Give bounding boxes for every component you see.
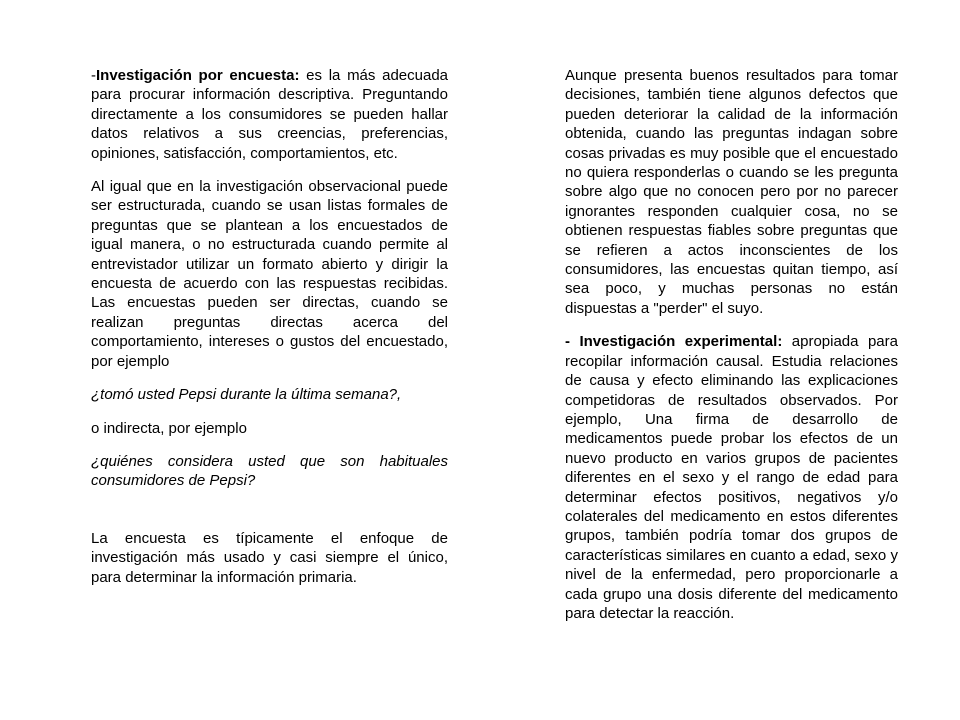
survey-research-body: es la más adecuada para procurar información descriptiva. Preguntando directamente a los consumidores se pueden hallar datos relativos a sus creencias, preferencias, opiniones, satisfacción, comportamientos, etc. [91,67,448,162]
indirect-question-example: ¿quiénes considera usted que son habituales consumidores de Pepsi? [91,452,448,490]
experimental-research-body: apropiada para recopilar información causal. Estudia relaciones de causa y efecto eliminando las explicaciones competidoras de resultados observados. Por ejemplo, Una firma de desarrollo de medicamentos puede probar los efectos de un nuevo producto en varios grupos de pacientes diferentes en el sexo y el rango de edad para determinar efectos positivos, negativos y/o colaterales del medicamento en estos diferentes grupos, también podría tomar dos grupos de características similares en cuanto a edad, sexo y nivel de la enfermedad, pero proporcionarle a cada grupo una dosis diferente del medicamento para detectar la reacción. [565,333,898,622]
structure-paragraph: Al igual que en la investigación observacional puede ser estructurada, cuando se usan listas formales de preguntas que se plantean a los encuestados de igual manera, o no estructurada cuando permite al entrevistador utilizar un formato abierto y dirigir la encuesta de acuerdo con las respuestas recibidas. Las encuestas pueden ser directas, cuando se realizan preguntas directas acerca del comportamiento, intereses o gustos del encuestado, por ejemplo [91,178,448,370]
survey-research-paragraph [91,66,448,163]
right-column [565,66,898,623]
survey-conclusion-paragraph: La encuesta es típicamente el enfoque de investigación más usado y casi siempre el único, para determinar la información primaria. [91,529,448,586]
experimental-research-heading: - Investigación experimental: [565,333,783,351]
survey-research-heading: Investigación por encuesta: [96,67,300,84]
survey-prefix: - [91,67,96,84]
indirect-intro: o indirecta, por ejemplo [91,419,247,437]
experimental-research-paragraph [565,332,898,623]
survey-drawbacks-paragraph: Aunque presenta buenos resultados para tomar decisiones, también tiene algunos defectos que pueden deteriorar la calidad de la información obtenida, cuando las preguntas indagan sobre cosas privadas es muy posible que el encuestado no quiera responderlas o cuando se les pregunta sobre algo que no conocen pero por no parecer ignorantes responden cualquier cosa, no se obtienen respuestas fiables sobre preguntas que se refieren a actos inconscientes de los consumidores, las encuestas quitan tiempo, así sea poco, y muchas personas no están dispuestas a "perder" el suyo. [565,67,898,317]
direct-question-example: ¿tomó usted Pepsi durante la última semana?, [91,386,402,404]
left-column [91,66,448,587]
